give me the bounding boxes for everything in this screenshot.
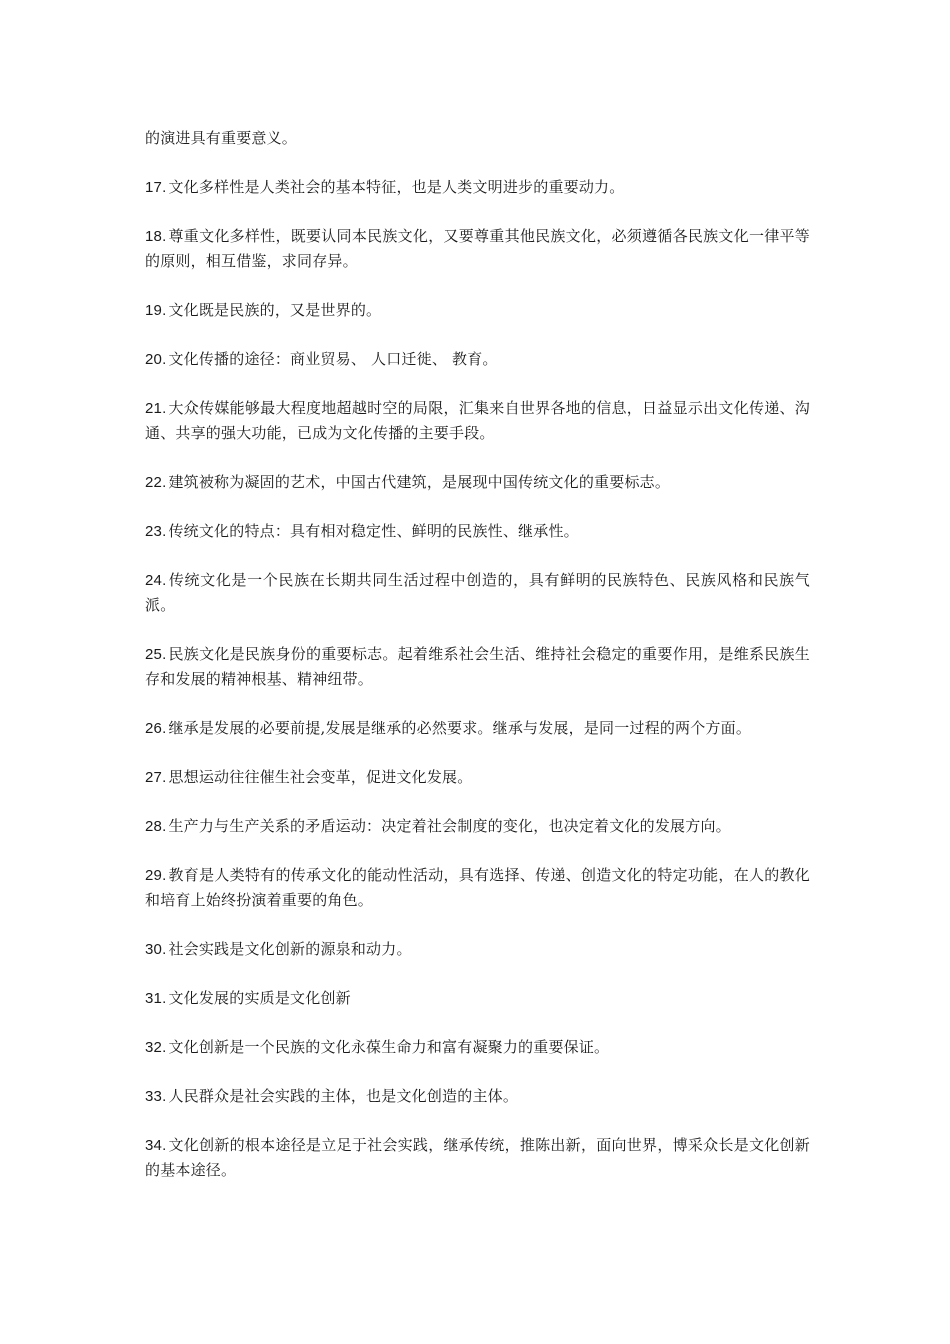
paragraph-20 <box>145 347 810 372</box>
paragraph-text: 民族文化是民族身份的重要标志。起着维系社会生活、维持社会稳定的重要作用，是维系民族生存和发展的精神根基、精神纽带。 <box>145 645 810 688</box>
paragraph-text: 生产力与生产关系的矛盾运动：决定着社会制度的变化，也决定着文化的发展方向。 <box>168 817 731 835</box>
paragraph-number: 17. <box>145 179 167 196</box>
paragraph-number: 22. <box>145 474 167 491</box>
paragraph-34 <box>145 1133 810 1183</box>
paragraph-number: 29. <box>145 867 167 884</box>
paragraph-text: 的演进具有重要意义。 <box>145 129 298 147</box>
paragraph-text: 教育是人类特有的传承文化的能动性活动，具有选择、传递、创造文化的特定功能，在人的教化和培育上始终扮演着重要的角色。 <box>145 866 810 909</box>
paragraph-18 <box>145 224 810 274</box>
paragraph-text: 文化创新是一个民族的文化永葆生命力和富有凝聚力的重要保证。 <box>168 1038 610 1056</box>
paragraph-number: 33. <box>145 1088 167 1105</box>
paragraph-number: 20. <box>145 351 167 368</box>
paragraph-25 <box>145 642 810 692</box>
paragraph-text: 人民群众是社会实践的主体，也是文化创造的主体。 <box>168 1087 519 1105</box>
paragraph-text: 文化传播的途径：商业贸易、 人口迁徙、 教育。 <box>168 350 498 368</box>
paragraph-24 <box>145 568 810 618</box>
paragraph-number: 31. <box>145 990 167 1007</box>
paragraph-number: 24. <box>145 572 167 589</box>
paragraph-number: 27. <box>145 769 167 786</box>
paragraph-number: 28. <box>145 818 167 835</box>
paragraph-text: 建筑被称为凝固的艺术，中国古代建筑，是展现中国传统文化的重要标志。 <box>168 473 671 491</box>
paragraph-text: 传统文化是一个民族在长期共同生活过程中创造的，具有鲜明的民族特色、民族风格和民族气派。 <box>145 571 810 614</box>
paragraph-19 <box>145 298 810 323</box>
paragraph-33 <box>145 1084 810 1109</box>
paragraph-text: 文化既是民族的，又是世界的。 <box>168 301 382 319</box>
paragraph-text: 文化创新的根本途径是立足于社会实践，继承传统，推陈出新，面向世界，博采众长是文化创新的基本途径。 <box>145 1136 810 1179</box>
paragraph-31 <box>145 986 810 1011</box>
paragraph-text: 尊重文化多样性，既要认同本民族文化，又要尊重其他民族文化，必须遵循各民族文化一律平等的原则，相互借鉴，求同存异。 <box>145 227 810 270</box>
paragraph-29 <box>145 863 810 913</box>
paragraph-number: 30. <box>145 941 167 958</box>
paragraph-text: 社会实践是文化创新的源泉和动力。 <box>168 940 412 958</box>
paragraph-21 <box>145 396 810 446</box>
paragraph-number: 19. <box>145 302 167 319</box>
paragraph-text: 大众传媒能够最大程度地超越时空的局限，汇集来自世界各地的信息，日益显示出文化传递、沟通、共享的强大功能，已成为文化传播的主要手段。 <box>145 399 810 442</box>
paragraph-text: 文化多样性是人类社会的基本特征，也是人类文明进步的重要动力。 <box>168 178 625 196</box>
paragraph-23 <box>145 519 810 544</box>
paragraph-number: 21. <box>145 400 167 417</box>
paragraph-number: 26. <box>145 720 167 737</box>
paragraph-22 <box>145 470 810 495</box>
paragraph-27 <box>145 765 810 790</box>
paragraph-number: 18. <box>145 228 167 245</box>
paragraph-text: 文化发展的实质是文化创新 <box>168 989 351 1007</box>
paragraph-number: 32. <box>145 1039 167 1056</box>
paragraph-30 <box>145 937 810 962</box>
paragraph-text: 思想运动往往催生社会变革，促进文化发展。 <box>168 768 473 786</box>
paragraph-text: 传统文化的特点：具有相对稳定性、鲜明的民族性、继承性。 <box>168 522 579 540</box>
paragraph-number: 23. <box>145 523 167 540</box>
document-body <box>145 126 810 1207</box>
paragraph-26 <box>145 716 810 741</box>
paragraph-continuation <box>145 126 810 151</box>
paragraph-number: 34. <box>145 1137 167 1154</box>
paragraph-28 <box>145 814 810 839</box>
paragraph-32 <box>145 1035 810 1060</box>
paragraph-number: 25. <box>145 646 167 663</box>
paragraph-text: 继承是发展的必要前提,发展是继承的必然要求。继承与发展，是同一过程的两个方面。 <box>168 719 752 737</box>
paragraph-17 <box>145 175 810 200</box>
